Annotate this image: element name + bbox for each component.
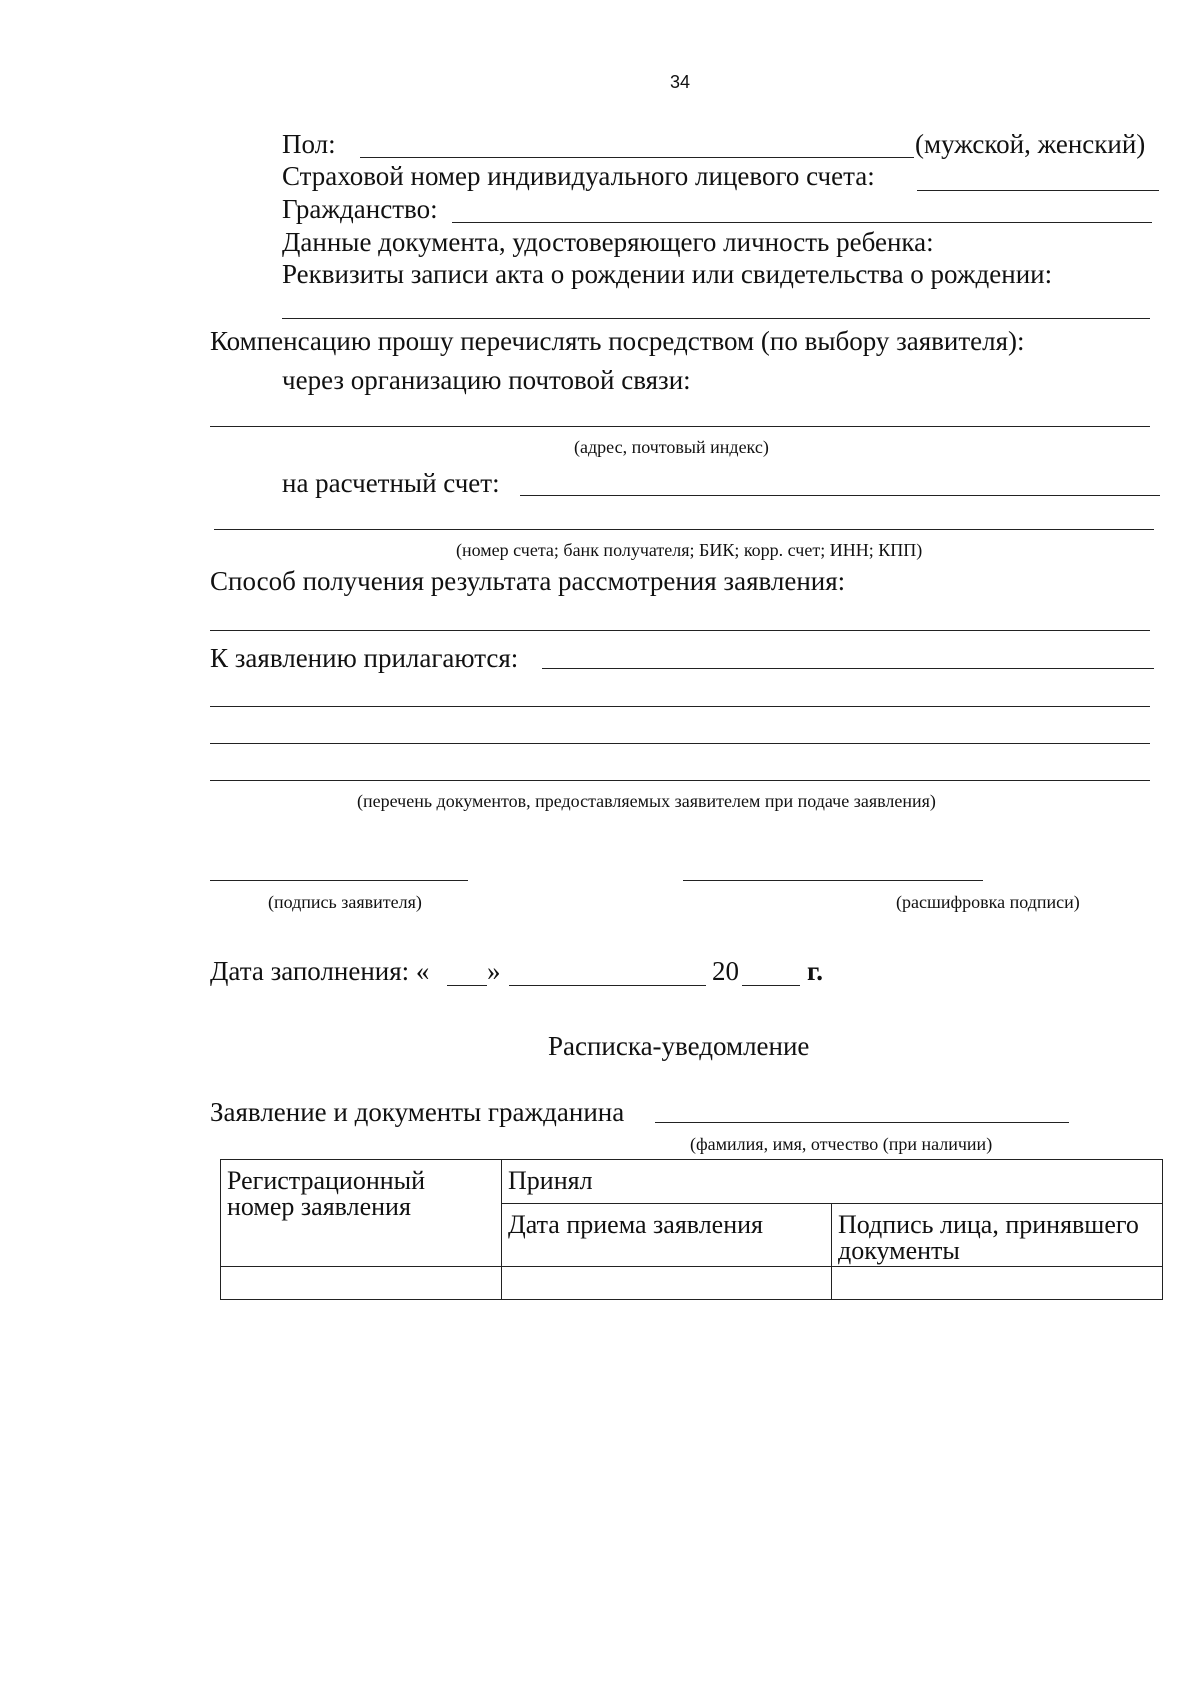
id-document-label: Данные документа, удостоверяющего личность ребенка: xyxy=(282,227,934,257)
date-month-field-line[interactable] xyxy=(509,985,706,986)
signature-decode-line[interactable] xyxy=(683,880,983,881)
date-day-field-line[interactable] xyxy=(447,985,487,986)
applicant-signature-line[interactable] xyxy=(210,880,468,881)
citizen-name-hint: (фамилия, имя, отчество (при наличии) xyxy=(690,1134,993,1154)
page-number: 34 xyxy=(670,72,691,92)
date-received-header: Дата приема заявления xyxy=(502,1204,832,1267)
snils-field-line[interactable] xyxy=(917,190,1159,191)
date-received-cell[interactable] xyxy=(502,1267,832,1300)
citizen-name-field-line[interactable] xyxy=(655,1122,1069,1123)
date-year-field-line[interactable] xyxy=(742,985,800,986)
attachments-field-line[interactable] xyxy=(210,706,1150,707)
date-quote-close: » xyxy=(487,956,501,986)
account-label: на расчетный счет: xyxy=(282,468,500,498)
attachments-field-line[interactable] xyxy=(210,780,1150,781)
sex-hint: (мужской, женский) xyxy=(915,129,1146,159)
result-method-field-line[interactable] xyxy=(210,630,1150,631)
account-hint: (номер счета; банк получателя; БИК; корр. счет; ИНН; КПП) xyxy=(456,540,923,560)
date-year-suffix: г. xyxy=(807,956,823,986)
post-address-field-line[interactable] xyxy=(210,426,1150,427)
attachments-field-line[interactable] xyxy=(210,743,1150,744)
attachments-field-line[interactable] xyxy=(542,668,1154,669)
post-address-hint: (адрес, почтовый индекс) xyxy=(574,437,769,457)
sex-field-line[interactable] xyxy=(360,157,914,158)
post-label: через организацию почтовой связи: xyxy=(282,365,691,395)
sex-label: Пол: xyxy=(282,129,336,159)
birth-record-label: Реквизиты записи акта о рождении или свидетельства о рождении: xyxy=(282,259,1053,289)
reg-number-cell[interactable] xyxy=(221,1267,502,1300)
signature-accepted-header: Подпись лица, принявшего документы xyxy=(832,1204,1163,1267)
signature-decode-hint: (расшифровка подписи) xyxy=(896,892,1080,912)
receipt-table xyxy=(220,1159,1163,1300)
birth-record-field-line[interactable] xyxy=(282,318,1150,319)
account-field-line[interactable] xyxy=(520,495,1160,496)
attachments-hint: (перечень документов, предоставляемых заявителем при подаче заявления) xyxy=(357,791,936,811)
snils-label: Страховой номер индивидуального лицевого счета: xyxy=(282,161,875,191)
reg-number-header: Регистрационный номер заявления xyxy=(221,1160,502,1267)
account-details-field-line[interactable] xyxy=(214,529,1154,530)
attachments-label: К заявлению прилагаются: xyxy=(210,643,519,673)
result-method-label: Способ получения результата рассмотрения заявления: xyxy=(210,566,846,596)
receipt-title: Расписка-уведомление xyxy=(548,1031,810,1061)
receipt-citizen-label: Заявление и документы гражданина xyxy=(210,1097,625,1127)
accepted-header: Принял xyxy=(502,1160,1163,1204)
date-year-prefix: 20 xyxy=(712,956,739,986)
signature-accepted-cell[interactable] xyxy=(832,1267,1163,1300)
applicant-signature-hint: (подпись заявителя) xyxy=(268,892,422,912)
payment-intro: Компенсацию прошу перечислять посредством (по выбору заявителя): xyxy=(210,326,1025,356)
citizenship-field-line[interactable] xyxy=(452,222,1152,223)
date-fill-label: Дата заполнения: « xyxy=(210,956,430,986)
citizenship-label: Гражданство: xyxy=(282,194,438,224)
